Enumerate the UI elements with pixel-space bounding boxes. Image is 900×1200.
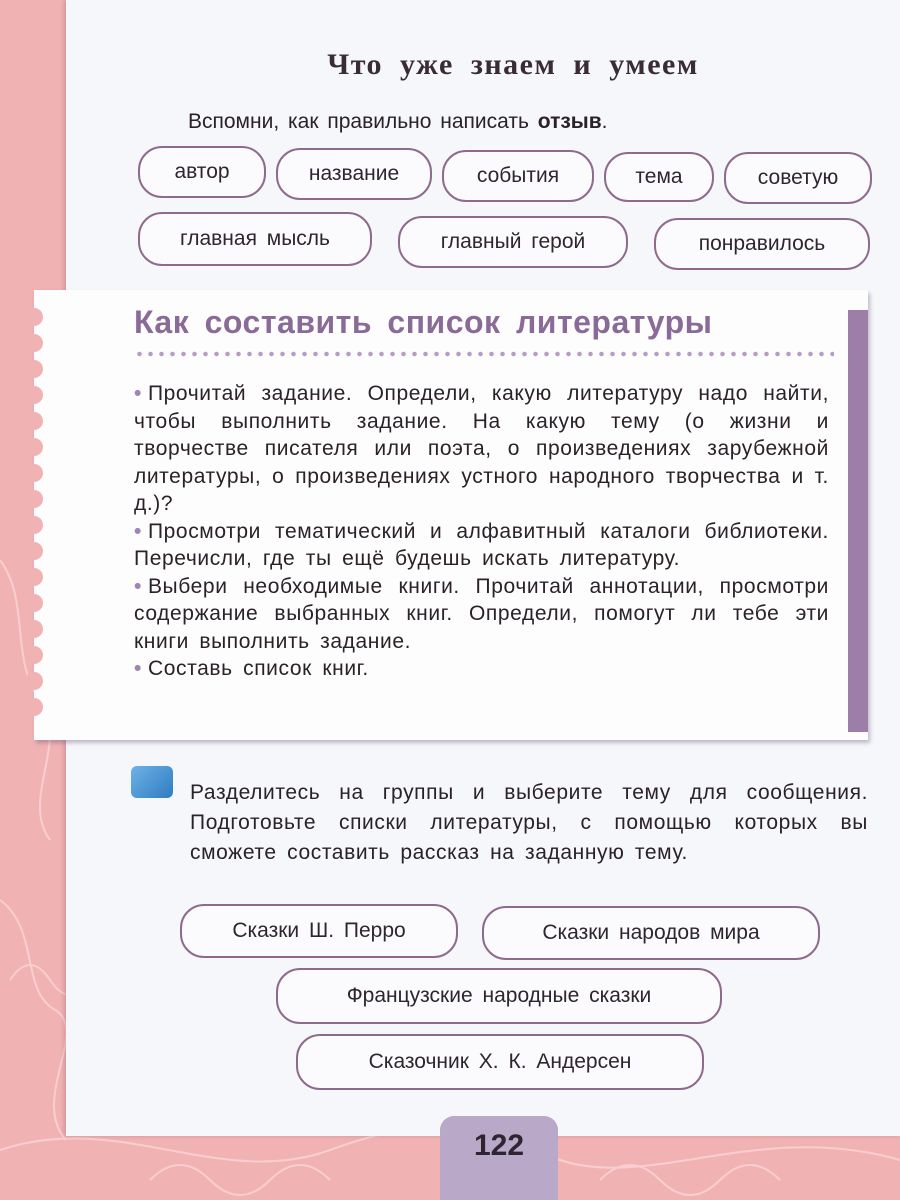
card-bullet: • Составь список книг. bbox=[134, 657, 369, 680]
review-word-pill: автор bbox=[138, 146, 266, 198]
blue-square-task-icon bbox=[131, 766, 173, 798]
review-keyword: отзыв bbox=[537, 110, 602, 133]
card-bullet: • Прочитай задание. Определи, какую литературу надо найти, чтобы выполнить задание. На какую тему (о жизни и творчестве писателя или поэта, о произведениях зарубежной литературы, о произведениях устного народного творчества и т. д.)? bbox=[134, 382, 829, 515]
topic-pill: Сказки Ш. Перро bbox=[180, 904, 458, 958]
review-instruction: Вспомни, как правильно написать отзыв. bbox=[188, 110, 608, 133]
card-accent-stripe bbox=[848, 310, 868, 732]
topic-pill: Сказочник Х. К. Андерсен bbox=[296, 1034, 704, 1090]
review-word-pill: советую bbox=[724, 152, 872, 204]
dotted-divider bbox=[134, 350, 834, 358]
card-bullet: • Выбери необходимые книги. Прочитай аннотации, просмотри содержание выбранных книг. Определи, помогут ли тебе эти книги выполнить задание. bbox=[134, 574, 829, 653]
topic-pill: Сказки народов мира bbox=[482, 906, 820, 960]
review-word-pill: понравилось bbox=[654, 218, 870, 270]
review-word-pill: название bbox=[276, 148, 432, 200]
page-heading: Что уже знаем и умеем bbox=[327, 48, 699, 81]
bibliography-tip-card bbox=[34, 290, 868, 740]
review-word-pill: главный герой bbox=[398, 216, 628, 268]
card-title: Как составить список литературы bbox=[134, 304, 713, 340]
group-task-text: Разделитесь на группы и выберите тему для сообщения. Подготовьте списки литературы, с помощью которых вы сможете составить рассказ на заданную тему. bbox=[190, 781, 868, 864]
review-word-pill: главная мысль bbox=[138, 212, 372, 266]
card-bullet-list bbox=[134, 380, 829, 683]
review-word-pill: события bbox=[442, 150, 594, 202]
page-number: 122 bbox=[440, 1116, 558, 1200]
review-word-pill: тема bbox=[604, 152, 714, 202]
topic-pill: Французские народные сказки bbox=[276, 968, 722, 1024]
card-bullet: • Просмотри тематический и алфавитный каталоги библиотеки. Перечисли, где ты ещё будешь искать литературу. bbox=[134, 519, 829, 570]
